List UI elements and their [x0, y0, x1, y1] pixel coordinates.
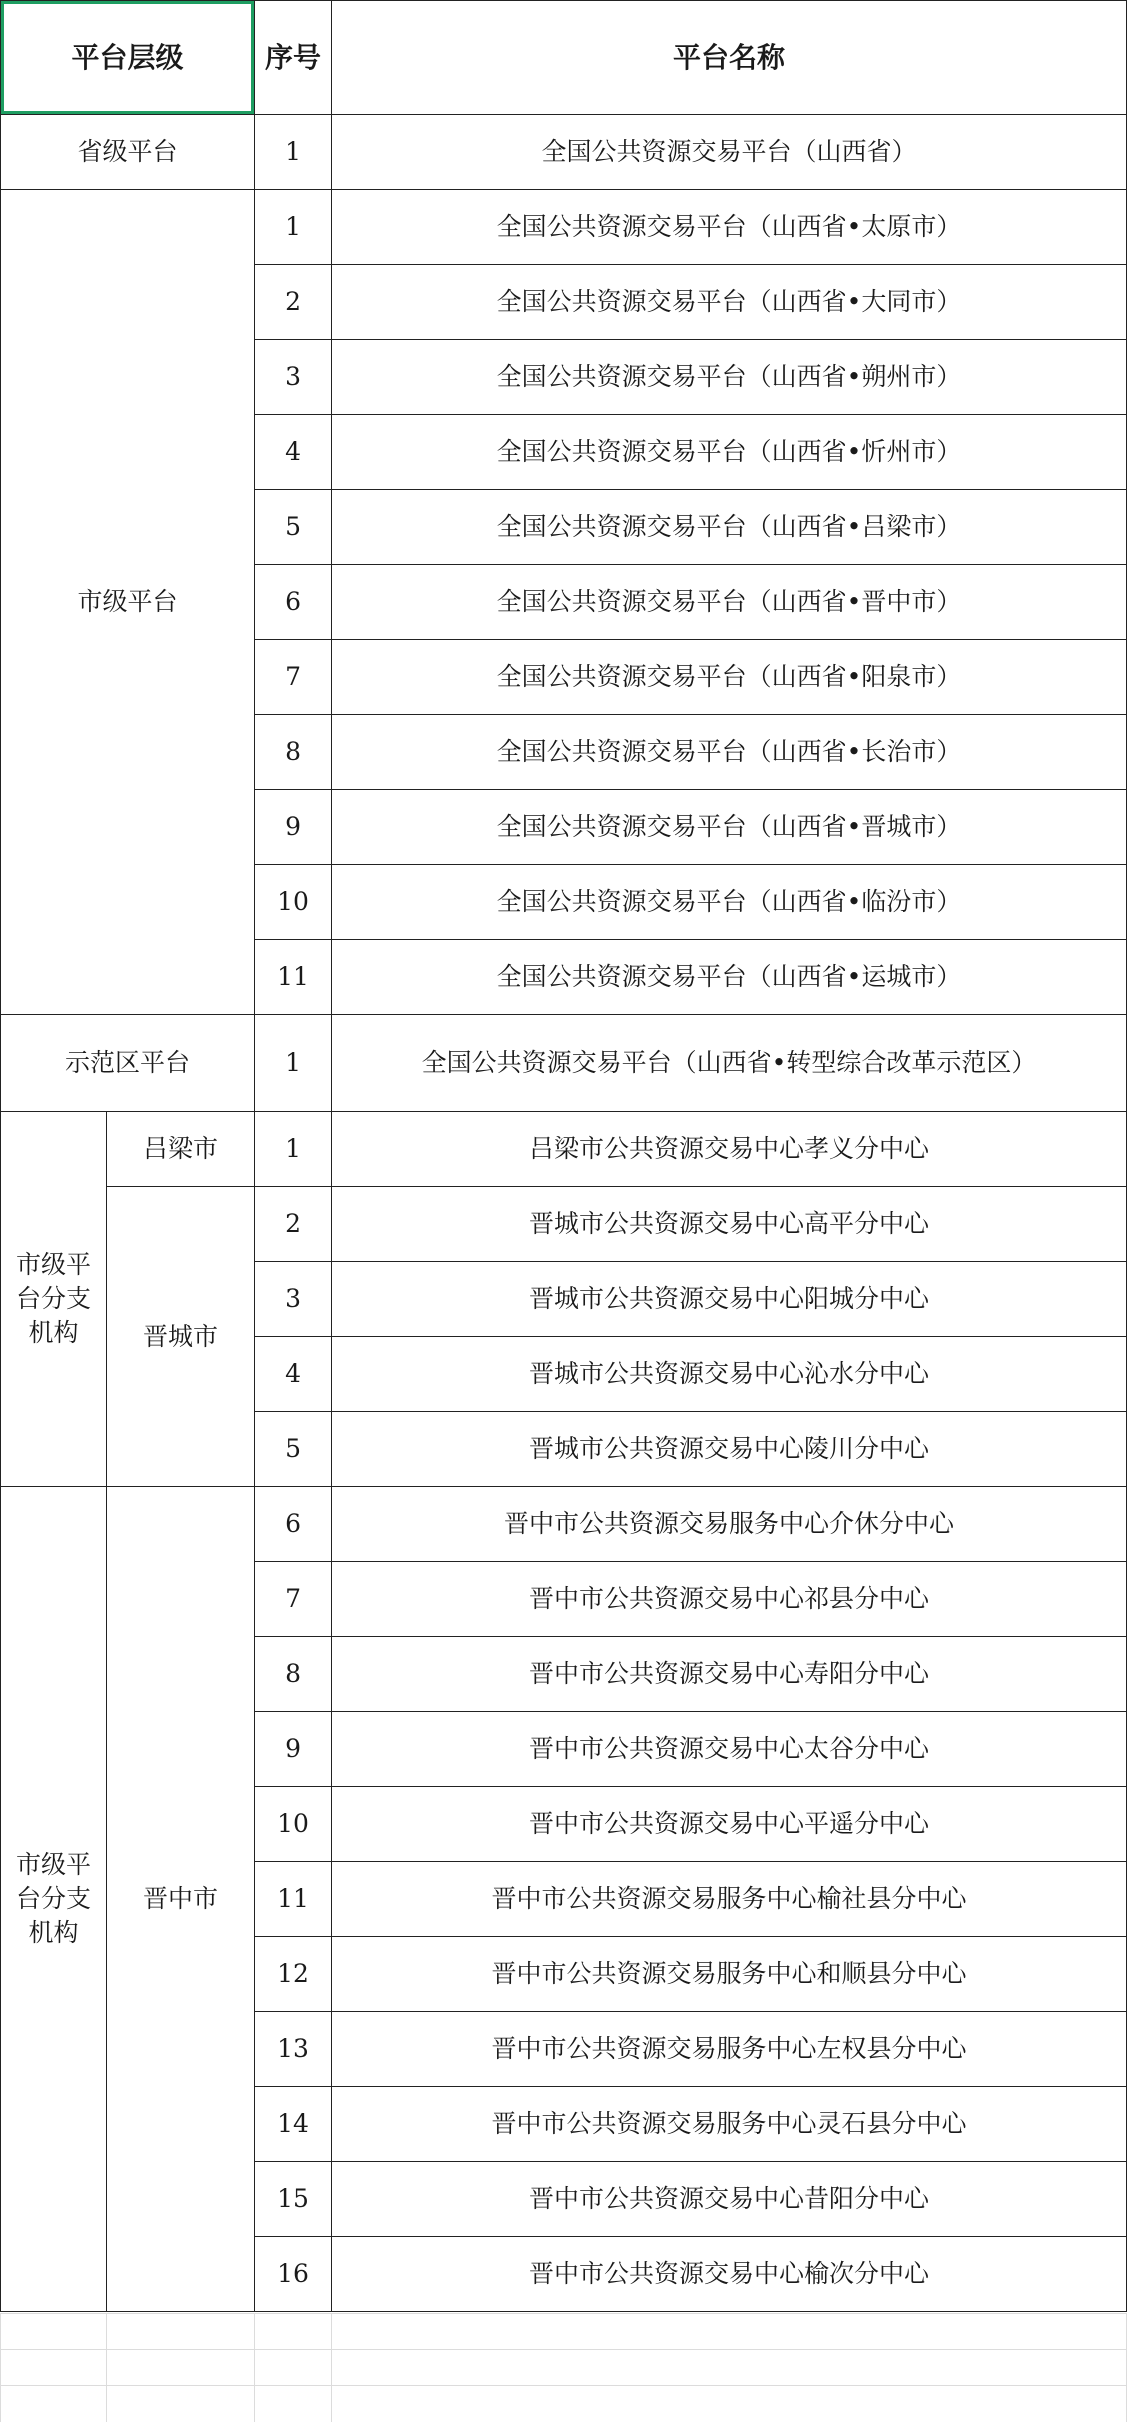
seq-cell[interactable]: 1 — [255, 190, 332, 265]
seq-cell[interactable]: 9 — [255, 790, 332, 865]
gridline — [0, 2313, 1127, 2314]
name-cell[interactable]: 全国公共资源交易平台（山西省•太原市） — [332, 190, 1127, 265]
seq-cell[interactable]: 7 — [255, 640, 332, 715]
seq-cell[interactable]: 1 — [255, 1112, 332, 1187]
seq-cell[interactable]: 2 — [255, 1187, 332, 1262]
table-row — [1, 190, 1127, 265]
name-cell[interactable]: 晋中市公共资源交易中心祁县分中心 — [332, 1562, 1127, 1637]
name-cell[interactable]: 全国公共资源交易平台（山西省•阳泉市） — [332, 640, 1127, 715]
header-level-cell[interactable]: 平台层级 — [1, 1, 255, 115]
level-cell-branch-1[interactable]: 市级平台分支机构 — [1, 1112, 107, 1487]
gridline — [0, 2385, 1127, 2386]
name-cell[interactable]: 晋中市公共资源交易服务中心介休分中心 — [332, 1487, 1127, 1562]
name-cell[interactable]: 晋中市公共资源交易中心榆次分中心 — [332, 2237, 1127, 2312]
seq-cell[interactable]: 2 — [255, 265, 332, 340]
name-cell[interactable]: 全国公共资源交易平台（山西省•晋城市） — [332, 790, 1127, 865]
header-name-cell[interactable]: 平台名称 — [332, 1, 1127, 115]
seq-cell[interactable]: 1 — [255, 1015, 332, 1112]
gridline — [254, 2313, 255, 2422]
name-cell[interactable]: 晋中市公共资源交易服务中心和顺县分中心 — [332, 1937, 1127, 2012]
seq-cell[interactable]: 10 — [255, 1787, 332, 1862]
seq-cell[interactable]: 4 — [255, 1337, 332, 1412]
name-cell[interactable]: 晋中市公共资源交易中心平遥分中心 — [332, 1787, 1127, 1862]
level-cell-demo[interactable]: 示范区平台 — [1, 1015, 255, 1112]
gridline — [106, 2313, 107, 2422]
seq-cell[interactable]: 14 — [255, 2087, 332, 2162]
name-cell[interactable]: 晋中市公共资源交易服务中心灵石县分中心 — [332, 2087, 1127, 2162]
name-cell[interactable]: 晋中市公共资源交易服务中心左权县分中心 — [332, 2012, 1127, 2087]
gridline — [0, 2349, 1127, 2350]
name-cell[interactable]: 全国公共资源交易平台（山西省•吕梁市） — [332, 490, 1127, 565]
header-row — [1, 1, 1127, 115]
seq-cell[interactable]: 12 — [255, 1937, 332, 2012]
name-cell[interactable]: 晋中市公共资源交易中心寿阳分中心 — [332, 1637, 1127, 1712]
seq-cell[interactable]: 4 — [255, 415, 332, 490]
seq-cell[interactable]: 1 — [255, 115, 332, 190]
seq-cell[interactable]: 7 — [255, 1562, 332, 1637]
gridline — [0, 2313, 1, 2422]
seq-cell[interactable]: 8 — [255, 715, 332, 790]
name-cell[interactable]: 晋城市公共资源交易中心高平分中心 — [332, 1187, 1127, 1262]
table-row — [1, 115, 1127, 190]
name-cell[interactable]: 吕梁市公共资源交易中心孝义分中心 — [332, 1112, 1127, 1187]
table-row — [1, 1015, 1127, 1112]
seq-cell[interactable]: 15 — [255, 2162, 332, 2237]
seq-cell[interactable]: 8 — [255, 1637, 332, 1712]
name-cell[interactable]: 全国公共资源交易平台（山西省•大同市） — [332, 265, 1127, 340]
city-cell-lvliang[interactable]: 吕梁市 — [107, 1112, 255, 1187]
seq-cell[interactable]: 5 — [255, 490, 332, 565]
name-cell[interactable]: 晋城市公共资源交易中心沁水分中心 — [332, 1337, 1127, 1412]
seq-cell[interactable]: 5 — [255, 1412, 332, 1487]
name-cell[interactable]: 晋中市公共资源交易中心昔阳分中心 — [332, 2162, 1127, 2237]
name-cell[interactable]: 晋中市公共资源交易中心太谷分中心 — [332, 1712, 1127, 1787]
name-cell[interactable]: 全国公共资源交易平台（山西省•朔州市） — [332, 340, 1127, 415]
seq-cell[interactable]: 11 — [255, 1862, 332, 1937]
name-cell[interactable]: 晋城市公共资源交易中心陵川分中心 — [332, 1412, 1127, 1487]
empty-grid-area — [0, 2313, 1127, 2422]
gridline — [331, 2313, 332, 2422]
name-cell[interactable]: 全国公共资源交易平台（山西省•长治市） — [332, 715, 1127, 790]
seq-cell[interactable]: 6 — [255, 1487, 332, 1562]
seq-cell[interactable]: 3 — [255, 340, 332, 415]
seq-cell[interactable]: 9 — [255, 1712, 332, 1787]
seq-cell[interactable]: 3 — [255, 1262, 332, 1337]
seq-cell[interactable]: 13 — [255, 2012, 332, 2087]
table-row — [1, 1112, 1127, 1187]
name-cell[interactable]: 全国公共资源交易平台（山西省） — [332, 115, 1127, 190]
city-cell-jinzhong[interactable]: 晋中市 — [107, 1487, 255, 2312]
name-cell[interactable]: 全国公共资源交易平台（山西省•晋中市） — [332, 565, 1127, 640]
name-cell[interactable]: 全国公共资源交易平台（山西省•临汾市） — [332, 865, 1127, 940]
name-cell[interactable]: 晋中市公共资源交易服务中心榆社县分中心 — [332, 1862, 1127, 1937]
city-cell-jincheng[interactable]: 晋城市 — [107, 1187, 255, 1487]
table-row — [1, 1187, 1127, 1262]
name-cell[interactable]: 晋城市公共资源交易中心阳城分中心 — [332, 1262, 1127, 1337]
level-cell-province[interactable]: 省级平台 — [1, 115, 255, 190]
name-cell[interactable]: 全国公共资源交易平台（山西省•忻州市） — [332, 415, 1127, 490]
seq-cell[interactable]: 11 — [255, 940, 332, 1015]
header-seq-cell[interactable]: 序号 — [255, 1, 332, 115]
seq-cell[interactable]: 16 — [255, 2237, 332, 2312]
table-row — [1, 1487, 1127, 1562]
level-cell-city[interactable]: 市级平台 — [1, 190, 255, 1015]
seq-cell[interactable]: 6 — [255, 565, 332, 640]
seq-cell[interactable]: 10 — [255, 865, 332, 940]
name-cell[interactable]: 全国公共资源交易平台（山西省•运城市） — [332, 940, 1127, 1015]
name-cell[interactable]: 全国公共资源交易平台（山西省•转型综合改革示范区） — [332, 1015, 1127, 1112]
level-cell-branch-2[interactable]: 市级平台分支机构 — [1, 1487, 107, 2312]
